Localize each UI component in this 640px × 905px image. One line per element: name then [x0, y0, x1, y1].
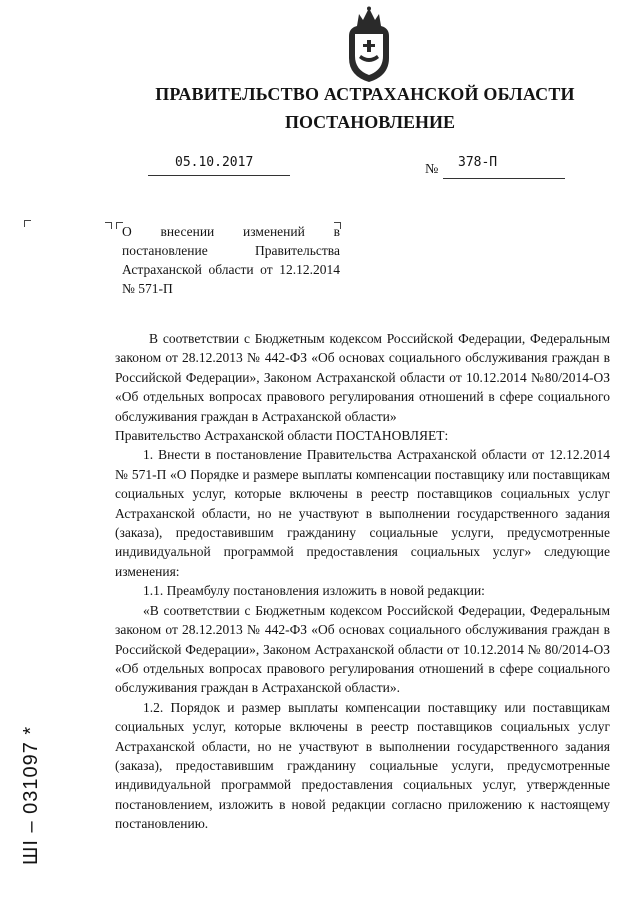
document-body	[115, 329, 610, 834]
item-1-paragraph: 1. Внести в постановление Правительства Астраханской области от 12.12.2014 № 571-П «О Порядке и размере выплаты компенсации поставщику или поставщикам социальных услуг, которые включены в реестр поставщиков социальных услуг Астраханской области, но не участвуют в выполнении государственного задания (заказа), предоставившим гражданину социальные услуги, предусмотренные индивидуальной программой предоставления социальных услуг» следующие изменения:	[115, 447, 610, 579]
document-type: ПОСТАНОВЛЕНИЕ	[284, 112, 456, 132]
resolution-line: Правительство Астраханской области ПОСТАНОВЛЯЕТ:	[115, 428, 449, 444]
number-sign: №	[425, 162, 439, 177]
document-subject: О внесении изменений в постановление Правительства Астраханской области от 12.12.2014 № 571-П	[122, 224, 340, 296]
item-1-1-paragraph: 1.1. Преамбулу постановления изложить в новой редакции:	[143, 583, 485, 599]
number-underline	[443, 178, 565, 179]
document-number: 378-П	[458, 155, 498, 170]
preamble-paragraph: В соответствии с Бюджетным кодексом Российской Федерации, Федеральным законом от 28.12.2013 № 442-ФЗ «Об основах социального обслуживания граждан в Российской Федерации», Законом Астраханской области от 10.12.2014 №80/2014-ОЗ «Об отдельных вопросах правового регулирования отношений в сфере социального обслуживания граждан в Астраханской области»	[115, 331, 610, 424]
document-date: 05.10.2017	[175, 155, 254, 170]
item-1-2-paragraph: 1.2. Порядок и размер выплаты компенсации поставщику или поставщикам социальных услуг, которые включены в реестр поставщиков социальных услуг Астраханской области, но не участвуют в выполнении государственного задания (заказа), предоставившим гражданину социальные услуги, предусмотренные индивидуальной программой предоставления социальных услуг, утвержденные постановлением, изложить в новой редакции согласно приложению к настоящему постановлению.	[115, 699, 610, 832]
side-serial-code: ШI – 031097 *	[20, 725, 42, 865]
coat-of-arms-emblem	[345, 6, 393, 84]
organization-title: ПРАВИТЕЛЬСТВО АСТРАХАНСКОЙ ОБЛАСТИ	[155, 84, 575, 104]
item-1-1-quote-paragraph: «В соответствии с Бюджетным кодексом Российской Федерации, Федеральным законом от 28.12.2013 № 442-ФЗ «Об основах социального обслуживания граждан в Российской Федерации», Законом Астраханской области от 10.12.2014 № 80/2014-ОЗ «Об отдельных вопросах правового регулирования отношений в сфере социального обслуживания граждан в Астраханской области».	[115, 602, 610, 696]
corner-mark	[105, 222, 112, 229]
date-underline	[148, 175, 290, 176]
corner-mark	[24, 220, 31, 227]
